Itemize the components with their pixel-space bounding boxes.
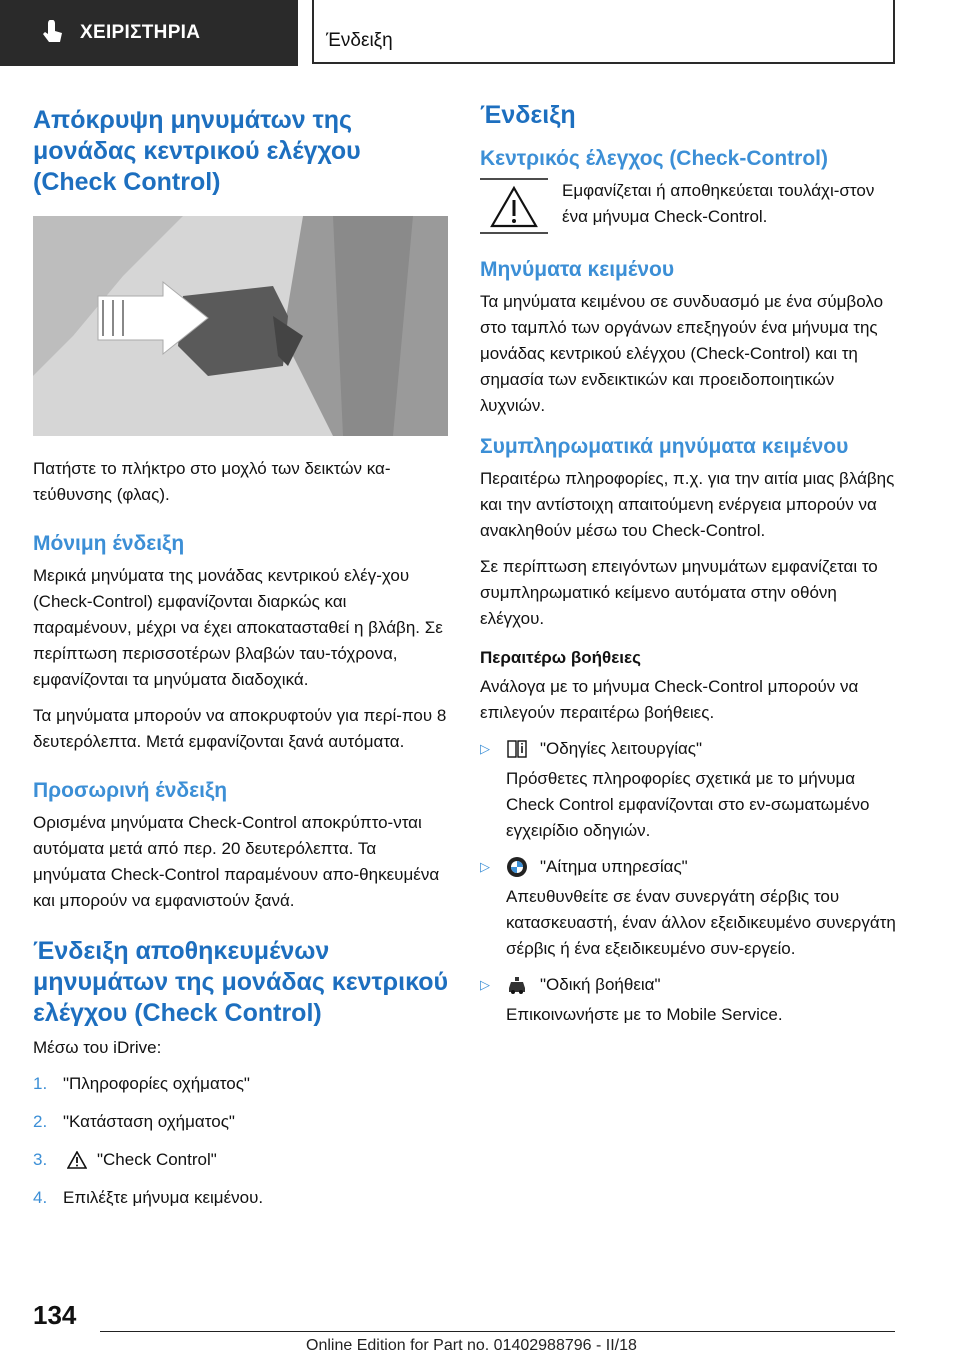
list-item: 4. Επιλέξτε μήνυμα κειμένου. [33, 1188, 264, 1207]
manual-icon [506, 738, 528, 760]
permanent-p2: Τα μηνύματα μπορούν να αποκρυφτούν για περί-που 8 δευτερόλεπτα. Μετά εμφανίζονται ξανά αυτόματα. [33, 706, 447, 751]
check-control-heading: Κεντρικός έλεγχος (Check-Control) [480, 147, 828, 170]
section-tab [0, 0, 298, 66]
display-title: Ένδειξη [480, 101, 576, 129]
list-item: 2. "Κατάσταση οχήματος" [33, 1112, 235, 1131]
triangle-bullet-icon: ▷ [480, 859, 490, 874]
photo-caption: Πατήστε το πλήκτρο στο μοχλό των δεικτών κα-τεύθυνσης (φλας). [33, 459, 391, 504]
roadside-assistance-icon [506, 974, 528, 996]
text-messages-text: Τα μηνύματα κειμένου σε συνδυασμό με ένα σύμβολο στο ταμπλό των οργάνων επεξηγούν ένα μήνυμα της μονάδας κεντρικού ελέγχου (Check-Control) και τη σημασία των ενδεικτικών και προειδοποιητικών λυχνιών. [480, 292, 884, 415]
page-number: 134 [33, 1300, 77, 1330]
help-intro: Ανάλογα με το μήνυμα Check-Control μπορούν να επιλεγούν περαιτέρω βοήθειες. [480, 677, 859, 722]
page-header [0, 0, 960, 66]
warning-icon [480, 178, 548, 234]
help-heading: Περαιτέρω βοήθειες [480, 648, 641, 667]
extra-p1: Περαιτέρω πληροφορίες, π.χ. για την αιτία μιας βλάβης και την αντίστοιχη απαιτούμενη ενέργεια μπορούν να ανακληθούν μέσω του Check-Control. [480, 469, 895, 540]
text-messages-heading: Μηνύματα κειμένου [480, 258, 675, 281]
triangle-bullet-icon: ▷ [480, 741, 490, 756]
check-control-text: Εμφανίζεται ή αποθηκεύεται τουλάχι-στον ένα μήνυμα Check-Control. [562, 181, 875, 226]
check-control-box [480, 178, 900, 234]
extra-heading: Συμπληρωματικά μηνύματα κειμένου [480, 435, 849, 458]
stored-steps [33, 1071, 448, 1211]
stored-title: Ένδειξη αποθηκευμένων μηνυμάτων της μονάδας κεντρικού ελέγχου (Check Control) [33, 937, 449, 1027]
extra-p2: Σε περίπτωση επειγόντων μηνυμάτων εμφανίζεται το συμπληρωματικό κείμενο αυτόματα στην οθόνη ελέγχου. [480, 557, 878, 628]
warning-icon [67, 1151, 87, 1169]
bmw-logo-icon [506, 856, 528, 878]
temporary-section [33, 777, 448, 914]
stored-intro: Μέσω του iDrive: [33, 1038, 162, 1057]
permanent-section [33, 530, 448, 755]
list-item: 1. "Πληροφορίες οχήματος" [33, 1074, 250, 1093]
left-column [33, 105, 448, 1223]
turn-signal-lever-photo [33, 216, 448, 436]
triangle-bullet-icon: ▷ [480, 977, 490, 992]
stored-section [33, 936, 448, 1211]
permanent-p1: Μερικά μηνύματα της μονάδας κεντρικού ελέγ-χου (Check-Control) εμφανίζονται διαρκώς και παραμένουν, μέχρι να έχει αποκατασταθεί η βλάβη. Σε περίπτωση περισσοτέρων βλαβών ταυ-τόχρονα, εμφανίζονται τα μηνύματα διαδοχικά. [33, 566, 443, 689]
help-item: ▷ "Οδηγίες λειτουργίας" Πρόσθετες πληροφορίες σχετικά με το μήνυμα Check Control εμφανίζονται στο εν-σωματωμένο εγχειρίδιο οδηγιών. [480, 736, 900, 844]
temporary-p1: Ορισμένα μηνύματα Check-Control αποκρύπτο-νται αυτόματα μετά από περ. 20 δευτερόλεπτα. Τα μηνύματα Check-Control παραμένουν απο-θηκευμένα και μπορούν να εμφανιστούν ξανά. [33, 813, 440, 910]
help-item: ▷ "Οδική βοήθεια" Επικοινωνήστε με το Mobile Service. [480, 972, 900, 1028]
page-topic: Ένδειξη [312, 0, 895, 64]
section-title: ΧΕΙΡΙΣΤΗΡΙΑ [80, 22, 201, 43]
hand-pointer-icon [40, 20, 66, 46]
list-item: 3. "Check Control" [33, 1150, 217, 1169]
temporary-heading: Προσωρινή ένδειξη [33, 779, 228, 802]
permanent-heading: Μόνιμη ένδειξη [33, 532, 185, 555]
help-section [480, 648, 900, 1028]
help-item: ▷ "Αίτημα υπηρεσίας" Απευθυνθείτε σε έναν συνεργάτη σέρβις του κατασκευαστή, έναν άλλον εξειδικευμένο συνεργάτη σέρβις ή ένα εξειδικευμένο συν-εργείο. [480, 854, 900, 962]
footer-divider [100, 1331, 895, 1332]
edition-note: Online Edition for Part no. 01402988796 - II/18 [306, 1337, 637, 1354]
right-column [480, 100, 900, 1038]
hide-messages-title: Απόκρυψη μηνυμάτων της μονάδας κεντρικού ελέγχου (Check Control) [33, 106, 361, 196]
extra-section [480, 433, 900, 632]
